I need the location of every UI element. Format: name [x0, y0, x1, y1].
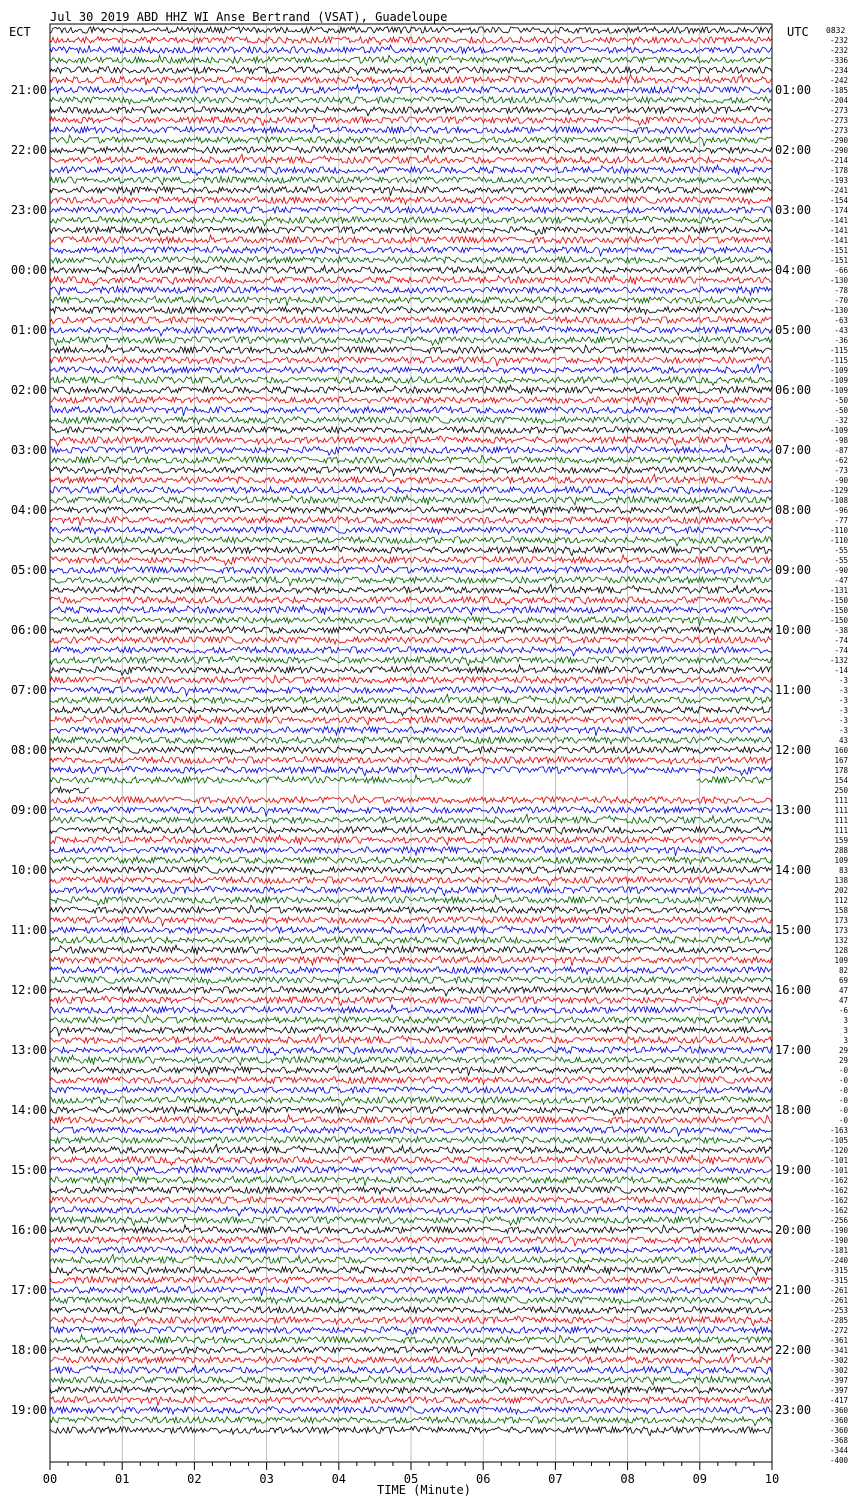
right-hour-labels: [775, 83, 811, 1417]
left-hour-label: 04:00: [10, 503, 47, 517]
left-hour-label: 13:00: [10, 1043, 47, 1057]
trace-offset-label: -273: [829, 116, 848, 125]
trace-offset-label: 69: [838, 976, 848, 985]
trace-offset-label: 160: [834, 746, 848, 755]
trace-offset-label: -0: [838, 1066, 848, 1075]
trace-offset-label: -285: [829, 1316, 848, 1325]
trace-offset-label: -397: [829, 1376, 848, 1385]
trace-offset-label: -63: [834, 316, 848, 325]
left-hour-label: 18:00: [10, 1343, 47, 1357]
right-hour-label: 03:00: [775, 203, 812, 217]
trace-offset-label: 178: [834, 766, 848, 775]
trace-offset-label: 43: [838, 736, 848, 745]
trace-offset-label: -0: [838, 1116, 848, 1125]
trace-offset-label: -3: [838, 706, 848, 715]
trace-offset-label: -162: [829, 1186, 848, 1195]
trace-offset-label: 202: [834, 886, 848, 895]
trace-offset-label: 288: [834, 846, 848, 855]
trace-offset-label: -181: [829, 1246, 848, 1255]
trace-offset-label: -0: [838, 1086, 848, 1095]
trace-offset-label: -50: [834, 406, 848, 415]
trace-offset-label: -360: [829, 1426, 848, 1435]
trace-offset-label: -162: [829, 1176, 848, 1185]
trace-offset-label: -131: [829, 586, 848, 595]
trace-offset-label: -150: [829, 606, 848, 615]
trace-offset-label: -302: [829, 1356, 848, 1365]
right-hour-label: 09:00: [775, 563, 812, 577]
right-hour-label: 17:00: [775, 1043, 812, 1057]
trace-offset-label: -360: [829, 1406, 848, 1415]
right-hour-label: 05:00: [775, 323, 812, 337]
trace-offset-label: -240: [829, 1256, 848, 1265]
x-tick-label: 07: [548, 1472, 563, 1486]
trace-offset-label: -315: [829, 1266, 848, 1275]
left-hour-label: 09:00: [10, 803, 47, 817]
x-tick-label: 10: [764, 1472, 780, 1486]
trace-offset-label: -290: [829, 136, 848, 145]
x-tick-label: 03: [259, 1472, 274, 1486]
left-hour-label: 10:00: [10, 863, 47, 877]
trace-offset-label: 82: [838, 966, 848, 975]
trace-offset-label: -150: [829, 596, 848, 605]
trace-offset-label: 3: [843, 1036, 848, 1045]
right-hour-label: 06:00: [775, 383, 812, 397]
trace-offset-label: 47: [838, 986, 848, 995]
trace-offset-label: -0: [838, 1076, 848, 1085]
trace-offset-label: -344: [829, 1446, 848, 1455]
trace-offset-label: 159: [834, 836, 848, 845]
trace-offset-label: -101: [829, 1156, 848, 1165]
right-hour-label: 14:00: [775, 863, 812, 877]
left-hour-label: 22:00: [10, 143, 47, 157]
left-hour-label: 11:00: [10, 923, 47, 937]
trace-offset-label: -105: [829, 1136, 848, 1145]
trace-offset-label: -110: [829, 526, 848, 535]
trace-offset-label: -204: [829, 96, 848, 105]
trace-offset-label: 3: [843, 1016, 848, 1025]
chart-title: Jul 30 2019 ABD HHZ WI Anse Bertrand (VSAT), Guadeloupe: [50, 10, 448, 24]
left-hour-label: 02:00: [10, 383, 47, 397]
x-tick-label: 01: [114, 1472, 130, 1486]
trace-offset-label: 29: [838, 1056, 848, 1065]
trace-offset-label: 111: [834, 826, 848, 835]
trace-offset-label: -256: [829, 1216, 848, 1225]
trace-offset-label: -190: [829, 1226, 848, 1235]
trace-offset-label: -0: [838, 1106, 848, 1115]
trace-offset-label: -43: [834, 326, 848, 335]
right-hour-label: 02:00: [775, 143, 812, 157]
trace-offset-label: -190: [829, 1236, 848, 1245]
left-hour-label: 23:00: [10, 203, 47, 217]
trace-offset-label: -77: [834, 516, 848, 525]
trace-offset-label: -87: [834, 446, 848, 455]
trace-offset-label: -14: [834, 666, 848, 675]
trace-offset-label: -232: [829, 46, 848, 55]
trace-offset-label: 128: [834, 946, 848, 955]
trace-offset-label: -315: [829, 1276, 848, 1285]
trace-offset-label: -163: [829, 1126, 848, 1135]
left-hour-label: 07:00: [10, 683, 47, 697]
trace-offset-label: -3: [838, 726, 848, 735]
trace-offset-label: -341: [829, 1346, 848, 1355]
trace-offset-label: 47: [838, 996, 848, 1005]
trace-offset-label: 111: [834, 796, 848, 805]
trace-offset-label: -90: [834, 566, 848, 575]
x-tick-label: 04: [331, 1472, 347, 1486]
trace-offset-label: -150: [829, 616, 848, 625]
trace-offset-label: -400: [829, 1456, 848, 1465]
left-hour-label: 14:00: [10, 1103, 47, 1117]
right-hour-label: 12:00: [775, 743, 812, 757]
trace-offset-label: -3: [838, 696, 848, 705]
trace-offset-label: -130: [829, 276, 848, 285]
left-hour-label: 17:00: [10, 1283, 47, 1297]
trace-offset-label: -101: [829, 1166, 848, 1175]
trace-offset-label: -66: [834, 266, 848, 275]
left-hour-label: 00:00: [10, 263, 47, 277]
trace-offset-label: -132: [829, 656, 848, 665]
right-hour-label: 04:00: [775, 263, 812, 277]
trace-offset-label: -109: [829, 386, 848, 395]
trace-offset-label: -109: [829, 376, 848, 385]
trace-offset-label: -70: [834, 296, 848, 305]
left-hour-label: 16:00: [10, 1223, 47, 1237]
trace-offset-label: -141: [829, 216, 848, 225]
trace-offset-label: -178: [829, 166, 848, 175]
trace-offset-label: -261: [829, 1296, 848, 1305]
trace-offset-label: -214: [829, 156, 848, 165]
trace-offset-label: -232: [829, 36, 848, 45]
trace-offset-label: -241: [829, 186, 848, 195]
trace-offset-label: -162: [829, 1206, 848, 1215]
trace-offset-label: -162: [829, 1196, 848, 1205]
right-hour-label: 15:00: [775, 923, 812, 937]
trace-offset-label: -47: [834, 576, 848, 585]
trace-offset-label: -368: [829, 1436, 848, 1445]
x-tick-label: 05: [403, 1472, 419, 1486]
trace-offset-label: 3: [843, 1026, 848, 1035]
x-axis-label: TIME (Minute): [377, 1483, 471, 1497]
left-hour-label: 06:00: [10, 623, 47, 637]
x-tick-label: 02: [187, 1472, 202, 1486]
trace-offset-label: -74: [834, 646, 848, 655]
trace-offset-label: -360: [829, 1416, 848, 1425]
trace-offset-label: -272: [829, 1326, 848, 1335]
left-hour-label: 12:00: [10, 983, 47, 997]
right-hour-label: 16:00: [775, 983, 812, 997]
trace-offset-label: -185: [829, 86, 848, 95]
right-hour-label: 11:00: [775, 683, 812, 697]
trace-offset-label: 250: [834, 786, 848, 795]
trace-offset-label: -0: [838, 1096, 848, 1105]
trace-offset-label: 109: [834, 956, 848, 965]
trace-offset-label: 158: [834, 906, 848, 915]
trace-offset-label: -109: [829, 426, 848, 435]
x-tick-label: 09: [692, 1472, 708, 1486]
trace-offset-label: -234: [829, 66, 848, 75]
trace-offset-label: -110: [829, 536, 848, 545]
trace-offset-label: -273: [829, 126, 848, 135]
trace-offset-label: -74: [834, 636, 848, 645]
trace-offset-label: 173: [834, 916, 848, 925]
trace-offset-label: -253: [829, 1306, 848, 1315]
trace-offset-label: -38: [834, 626, 848, 635]
trace-offset-label: -129: [829, 486, 848, 495]
trace-offset-label: -36: [834, 336, 848, 345]
left-hour-label: 03:00: [10, 443, 47, 457]
trace-offset-label: -302: [829, 1366, 848, 1375]
trace-offset-label: -290: [829, 146, 848, 155]
right-hour-label: 07:00: [775, 443, 812, 457]
trace-offset-label: 138: [834, 876, 848, 885]
right-timezone-label: UTC: [787, 25, 809, 39]
trace-offset-label: 173: [834, 926, 848, 935]
trace-offset-label: -55: [834, 556, 848, 565]
trace-offset-label: -336: [829, 56, 848, 65]
left-hour-label: 01:00: [10, 323, 47, 337]
x-tick-label: 08: [620, 1472, 635, 1486]
left-hour-labels: [11, 83, 47, 1417]
trace-offset-label: 111: [834, 806, 848, 815]
trace-offset-label: -361: [829, 1336, 848, 1345]
trace-offset-label: -90: [834, 476, 848, 485]
trace-offset-label: -50: [834, 396, 848, 405]
trace-offset-label: -78: [834, 286, 848, 295]
right-hour-label: 10:00: [775, 623, 812, 637]
left-hour-label: 21:00: [10, 83, 47, 97]
right-hour-label: 22:00: [775, 1343, 812, 1357]
x-tick-label: 06: [475, 1472, 491, 1486]
trace-offset-label: -73: [834, 466, 848, 475]
left-hour-label: 15:00: [10, 1163, 47, 1177]
trace-offset-label: -261: [829, 1286, 848, 1295]
trace-offset-label: -154: [829, 196, 848, 205]
left-timezone-label: ECT: [9, 25, 31, 39]
trace-offset-label: -115: [829, 346, 848, 355]
trace-offset-label: -397: [829, 1386, 848, 1395]
trace-offset-label: 111: [834, 816, 848, 825]
right-hour-label: 01:00: [775, 83, 812, 97]
right-hour-label: 19:00: [775, 1163, 812, 1177]
trace-offset-label: -3: [838, 686, 848, 695]
trace-offset-label: -3: [838, 716, 848, 725]
trace-offset-label: -98: [834, 436, 848, 445]
trace-offset-label: -141: [829, 236, 848, 245]
trace-offset-label: -417: [829, 1396, 848, 1405]
trace-offset-label: -62: [834, 456, 848, 465]
trace-offset-label: -109: [829, 366, 848, 375]
left-hour-label: 08:00: [10, 743, 47, 757]
trace-offset-label: -130: [829, 306, 848, 315]
right-hour-label: 08:00: [775, 503, 812, 517]
right-hour-label: 20:00: [775, 1223, 812, 1237]
trace-offset-label: -108: [829, 496, 848, 505]
trace-offset-label: -55: [834, 546, 848, 555]
x-tick-label: 00: [42, 1472, 58, 1486]
trace-offset-label: 112: [834, 896, 848, 905]
trace-offset-label: -6: [838, 1006, 848, 1015]
right-hour-label: 21:00: [775, 1283, 812, 1297]
trace-offset-label: 83: [838, 866, 848, 875]
trace-offset-label: -193: [829, 176, 848, 185]
trace-offset-label: 132: [834, 936, 848, 945]
trace-offset-label: -32: [834, 416, 848, 425]
trace-offset-label: -115: [829, 356, 848, 365]
left-hour-label: 19:00: [10, 1403, 47, 1417]
trace-offset-label: -3: [838, 676, 848, 685]
trace-offset-label: -151: [829, 246, 848, 255]
right-hour-label: 18:00: [775, 1103, 812, 1117]
right-hour-label: 23:00: [775, 1403, 812, 1417]
top-right-label: 0832: [826, 26, 846, 35]
trace-offset-label: 167: [834, 756, 848, 765]
trace-offset-label: -141: [829, 226, 848, 235]
left-hour-label: 05:00: [10, 563, 47, 577]
trace-offset-labels: [830, 36, 849, 1465]
right-hour-label: 13:00: [775, 803, 812, 817]
trace-line: [50, 787, 89, 793]
trace-offset-label: 109: [834, 856, 848, 865]
trace-offset-label: -96: [834, 506, 848, 515]
trace-offset-label: -120: [829, 1146, 848, 1155]
trace-offset-label: -273: [829, 106, 848, 115]
trace-offset-label: -174: [829, 206, 848, 215]
trace-offset-label: 29: [838, 1046, 848, 1055]
trace-offset-label: 154: [834, 776, 848, 785]
trace-offset-label: -242: [829, 76, 848, 85]
trace-offset-label: -151: [829, 256, 848, 265]
